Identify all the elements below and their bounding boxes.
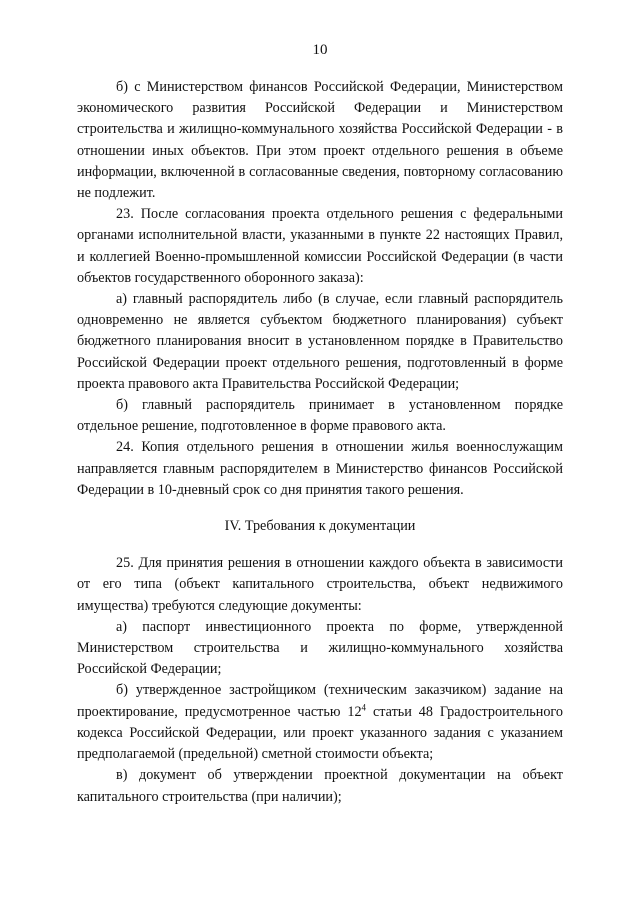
paragraph-24: 24. Копия отдельного решения в отношении жилья военнослужащим направляется главным распорядителем в Министерство финансов Российской Федерации в 10-дневный срок со дня принятия такого решения. xyxy=(77,439,563,498)
section-heading: IV. Требования к документации xyxy=(224,518,416,535)
paragraph-25v: в) документ об утверждении проектной документации на объект капитального строительства (при наличии); xyxy=(77,767,563,805)
page-number: 10 xyxy=(312,42,328,58)
paragraph-25a: а) паспорт инвестиционного проекта по форме, утвержденной Министерством строительства и жилищно-коммунального хозяйства Российской Федерации; xyxy=(77,618,563,678)
paragraph-23: 23. После согласования проекта отдельного решения с федеральными органами исполнительной власти, указанными в пункте 22 настоящих Правил, и коллегией Военно-промышленной комиссии Российской Федерации (в части объектов государственного оборонного заказа): xyxy=(77,206,563,286)
paragraph-23b: б) главный распорядитель принимает в установленном порядке отдельное решение, подготовленное в форме правового акта. xyxy=(77,397,563,435)
paragraph-23a: а) главный распорядитель либо (в случае, если главный распорядитель одновременно не является субъектом бюджетного планирования) субъект бюджетного планирования вносит в установленном порядке в Правительство Российской Федерации проект отдельного решения, подготовленный в форме проекта правового акта Правительства Российской Федерации; xyxy=(77,291,563,392)
paragraph-25: 25. Для принятия решения в отношении каждого объекта в зависимости от его типа (объект капитального строительства, объект недвижимого имущества) требуются следующие документы: xyxy=(77,555,563,614)
superscript-part-number: 4 xyxy=(361,701,367,712)
paragraph-25b-text-after: статьи 48 Градостроительного кодекса Российской Федерации, или проект указанного задания с указанием предполагаемой (предельной) сметной стоимости объекта; xyxy=(77,703,563,763)
paragraph-22b: б) с Министерством финансов Российской Федерации, Министерством экономического развития Российской Федерации и Министерством строительства и жилищно-коммунального хозяйства Российской Федерации - в отношении иных объектов. При этом проект отдельного решения в объеме информации, включенной в согласованные сведения, повторному согласованию не подлежит. xyxy=(77,79,563,202)
document-body xyxy=(77,77,563,808)
paragraph-25b-text-before: б) утвержденное застройщиком (техническим заказчиком) задание на проектирование, предусмотренное частью 12 xyxy=(77,682,563,720)
paragraph-25b xyxy=(77,680,563,765)
